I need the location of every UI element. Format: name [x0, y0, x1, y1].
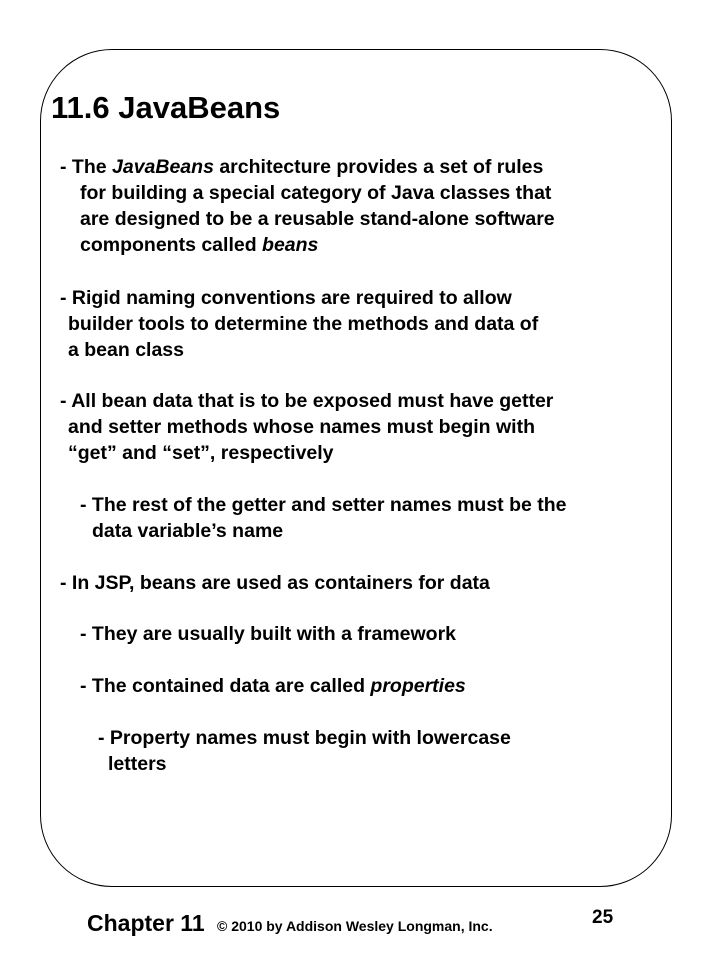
bullet-3-line-3: “get” and “set”, respectively	[68, 442, 334, 464]
bullet-2-line-2: builder tools to determine the methods and data of	[68, 313, 539, 335]
bullet-1-line-2: for building a special category of Java classes that	[80, 182, 552, 204]
bullet-1-line-3: are designed to be a reusable stand-alone software	[80, 208, 555, 230]
bullet-8-line-1: - Property names must begin with lowercase	[98, 727, 511, 749]
footer-chapter: Chapter 11	[87, 910, 205, 936]
bullet-3-line-1: - All bean data that is to be exposed must have getter	[60, 390, 554, 412]
bullet-2-line-1: - Rigid naming conventions are required to allow	[60, 287, 512, 309]
bullet-4-line-1: - The rest of the getter and setter names must be the	[80, 494, 567, 516]
bullet-4-line-2: data variable’s name	[92, 520, 284, 542]
bullet-6-line-1: - They are usually built with a framework	[80, 623, 457, 645]
bullet-7-line-1: - The contained data are called properties	[80, 675, 466, 697]
bullet-1-line-1: - The JavaBeans architecture provides a set of rules	[60, 156, 544, 178]
footer-copyright: © 2010 by Addison Wesley Longman, Inc.	[217, 918, 493, 934]
page-number: 25	[592, 907, 614, 928]
bullet-1-line-4: components called beans	[80, 234, 319, 256]
bullet-8-line-2: letters	[108, 753, 167, 775]
bullet-2-line-3: a bean class	[68, 339, 184, 361]
bullet-3-line-2: and setter methods whose names must begin with	[68, 416, 536, 438]
slide-title: 11.6 JavaBeans	[51, 90, 284, 126]
bullet-5-line-1: - In JSP, beans are used as containers for data	[60, 572, 490, 594]
